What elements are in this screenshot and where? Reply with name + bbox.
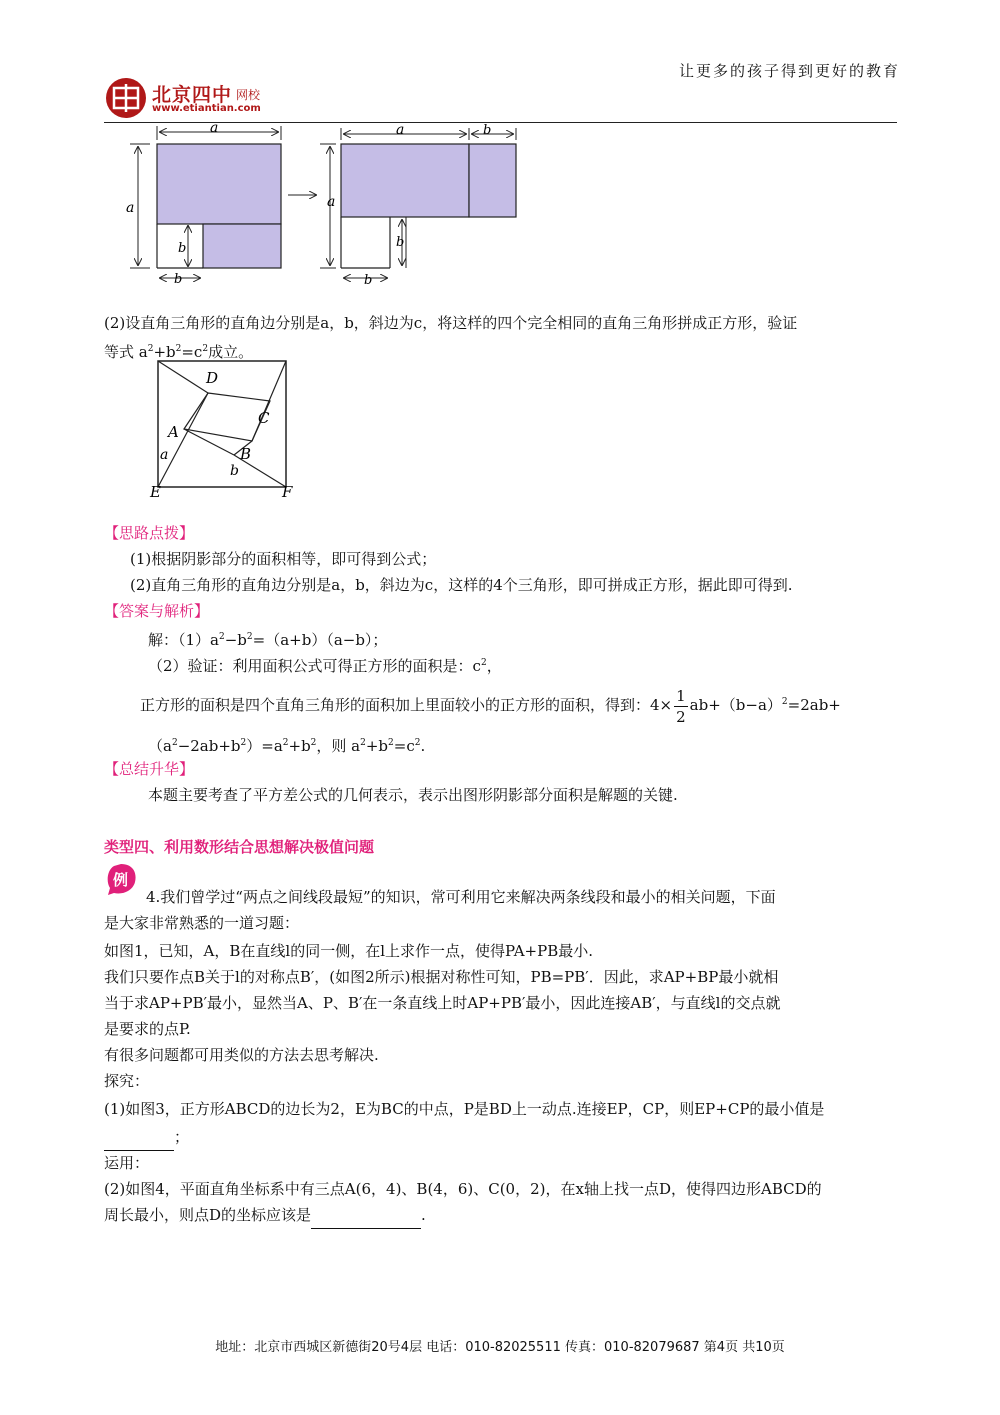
footer: 地址：北京市西城区新德街20号4层 电话：010-82025511 传真：010-82079687 第4页 共10页 [215,1340,785,1355]
dim-label-b-top-right: b [483,123,492,138]
shaded-rect-top-left [157,144,281,224]
side-label-b: b [230,463,239,479]
point-label-E: E [150,483,161,501]
dim-label-a-side-right: a [327,194,336,210]
example-badge-icon [104,862,138,896]
header-slogan: 让更多的孩子得到更好的教育 [678,62,900,80]
point-label-A: A [168,423,179,441]
dim-label-a-top-right: a [396,122,405,138]
figure-difference-of-squares [120,120,540,290]
answer-line1: 解：$(1)a^2-b^2=(a+b)(a-b)$； [148,631,388,649]
q2-line2: 等式 $a^2+b^2=c^2$成立。 [104,343,254,361]
s4-line13: 周长最小，则点D的坐标应该是 . [104,1202,904,1229]
hint-line1: (1)根据阴影部分的面积相等，即可得到公式； [130,550,437,568]
dim-label-a-side-left: a [126,200,135,216]
section-title: 类型四、利用数形结合思想解决极值问题 [104,838,375,856]
answer-line2: （2）验证：利用面积公式可得正方形的面积是：$c^2$， [148,657,502,675]
s4-line4: 我们只要作点B关于l的对称点B′，(如图2所示)根据对称性可知，PB=PB′．因此，求AP+BP最小就相 [104,968,779,986]
dim-label-a-top-left: a [210,120,219,136]
logo-sub: 网校 [236,88,261,102]
dim-label-b-bottom-right: b [364,273,373,288]
hint-line2: (2)直角三角形的直角边分别是a，b，斜边为c，这样的4个三角形，即可拼成正方形，据此即可得到. [130,576,793,594]
point-label-F: F [282,483,293,501]
dim-label-b-inner-left: b [178,241,187,256]
school-logo-icon [104,76,150,120]
s4-line3: 如图1，已知，A，B在直线l的同一侧，在l上求作一点，使得PA+PB最小. [104,942,593,960]
s4-line1: 4.我们曾学过“两点之间线段最短”的知识，常可利用它来解决两条线段和最小的相关问题，下面 [146,888,776,906]
summary-title: 【总结升华】 [104,760,195,778]
answer-title: 【答案与解析】 [104,602,210,620]
q2-line1: (2)设直角三角形的直角边分别是a，b，斜边为c，将这样的四个完全相同的直角三角形拼成正方形，验证 [104,314,798,332]
figure-four-triangles-square [140,355,310,505]
shaded-rect-right-b [469,144,516,217]
summary-line1: 本题主要考查了平方差公式的几何表示，表示出图形阴影部分面积是解题的关键. [148,786,678,804]
answer-line3: 正方形的面积是四个直角三角形的面积加上里面较小的正方形的面积，得到：4× $\frac{1}{2}$ $ab+(b-a)^2=2ab+$ [140,686,841,726]
logo-name: 北京四中 [152,84,233,106]
answer-blank-2[interactable] [311,1202,421,1229]
s4-line2: 是大家非常熟悉的一道习题： [104,914,300,932]
s4-line10: ； [104,1124,904,1151]
dim-label-b-inner-right: b [396,235,405,250]
s4-line8: 探究： [104,1072,150,1090]
answer-blank-1[interactable] [104,1124,174,1151]
fraction-one-half: $\frac{1}{2}$ [676,686,686,726]
example-badge-label: 例 [113,871,129,889]
side-label-a: a [160,447,169,463]
shaded-rect-right-a [341,144,469,217]
answer-line4: $(a^2-2ab+b^2)=a^2+b^2$，则 $a^2+b^2=c^2$. [148,737,426,755]
shaded-rect-bottom-left [203,224,281,268]
s4-line12: (2)如图4，平面直角坐标系中有三点A(6，4)、B(4，6)、C(0，2)，在x轴上找一点D，使得四边形ABCD的 [104,1180,822,1198]
point-label-B: B [240,445,252,463]
point-label-D: D [206,369,219,387]
logo-url: www.etiantian.com [152,103,261,114]
s4-line11: 运用： [104,1154,150,1172]
s4-line5: 当于求AP+PB′最小，显然当A、P、B′在一条直线上时AP+PB′最小，因此连接AB′，与直线l的交点就 [104,994,781,1012]
hint-title: 【思路点拨】 [104,524,195,542]
point-label-C: C [258,409,270,427]
s4-line9: (1)如图3，正方形ABCD的边长为2，E为BC的中点，P是BD上一动点.连接EP，CP，则EP+CP的最小值是 [104,1100,825,1118]
dim-label-b-bottom-left: b [174,272,183,287]
s4-line6: 是要求的点P. [104,1020,191,1038]
s4-line7: 有很多问题都可用类似的方法去思考解决. [104,1046,379,1064]
